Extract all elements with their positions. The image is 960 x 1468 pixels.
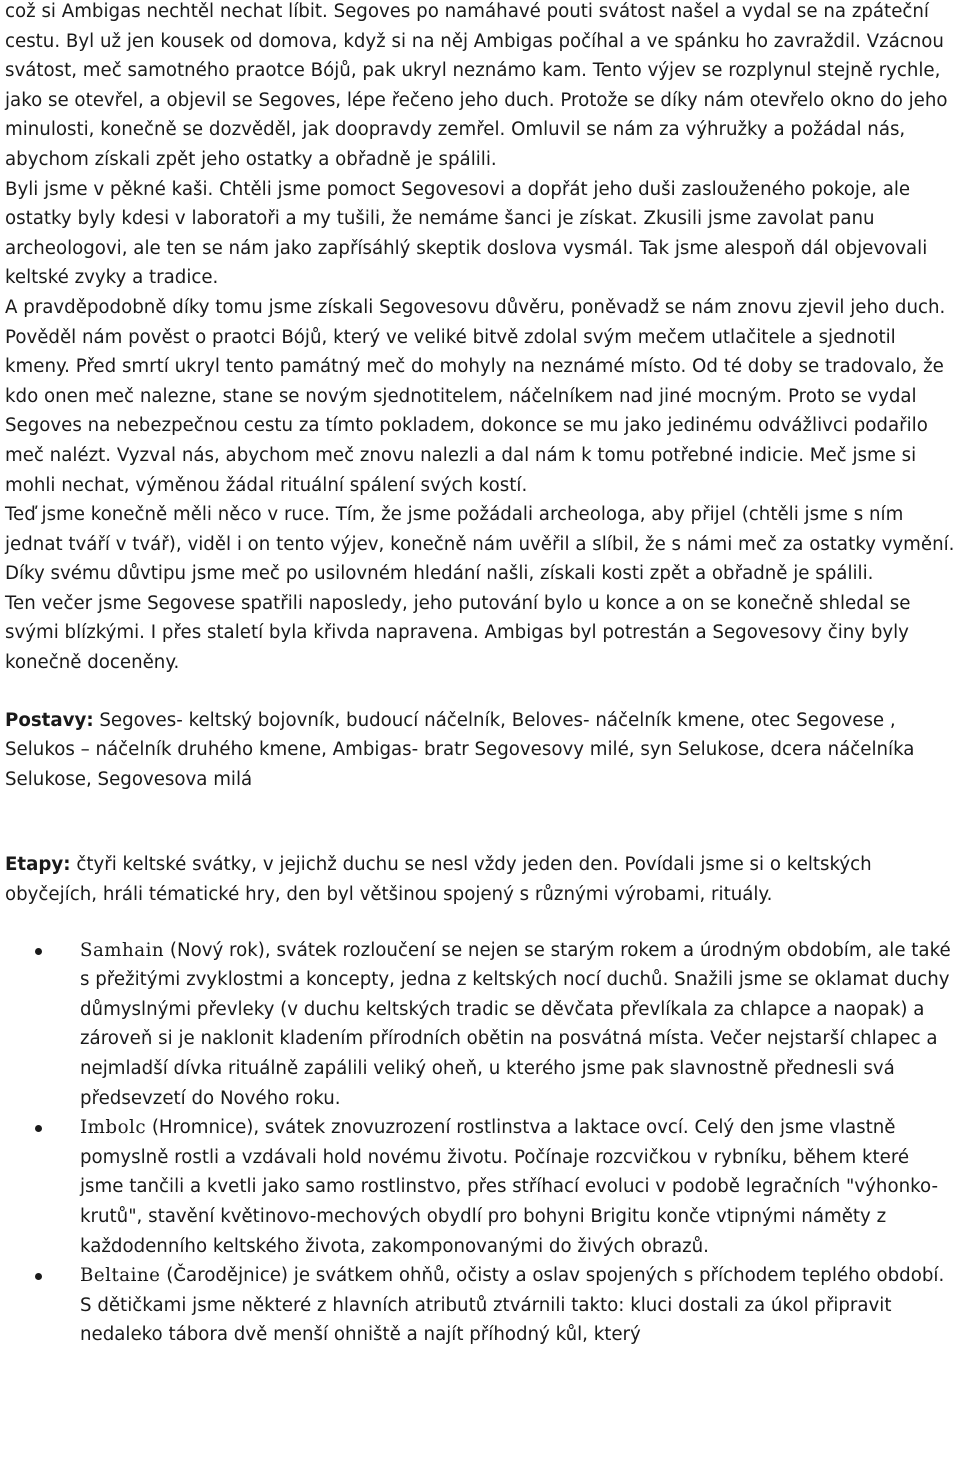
spacer — [5, 794, 955, 850]
characters-label: Postavy: — [5, 709, 94, 731]
stages-section — [5, 850, 955, 909]
festival-text: (Nový rok), svátek rozloučení se nejen se starým rokem a úrodným obdobím, ale také s přežitými zvyklostmi a koncepty, jedna z keltských nocí duchů. Snažili jsme se oklamat duchy důmyslnými převleky (v duchu keltských tradic se děvčata převlíkala za chlapce a naopak) a zároveň si je naklonit kladením přírodních obětin na posvátná místa. Večer nejstarší chlapec a nejmladší dívka rituálně zapálili veliký oheň, u kterého jsme pak slavnostně přednesli svá předsevzetí do Nového roku. — [80, 939, 951, 1109]
characters-text: Segoves- keltský bojovník, budoucí náčelník, Beloves- náčelník kmene, otec Segovese , Selukos – náčelník druhého kmene, Ambigas- bratr Segovesovy milé, syn Selukose, dcera náčelníka Selukose, Segovesova milá — [5, 709, 915, 790]
bullet-icon — [35, 948, 42, 955]
bullet-icon — [35, 1125, 42, 1132]
festival-name: Samhain — [80, 939, 165, 961]
story-paragraph-2: Byli jsme v pěkné kaši. Chtěli jsme pomoct Segovesovi a dopřát jeho duši zaslouženého pokoje, ale ostatky byly kdesi v laboratoři a my tušili, že nemáme šanci je získat. Zkusili jsme zavolat panu archeologovi, ale ten se nám jako zapřísáhlý skeptik doslova vysmál. Tak jsme alespoň dál objevovali keltské zvyky a tradice. — [5, 178, 928, 289]
document-page — [5, 0, 955, 1350]
list-item-samhain — [5, 936, 955, 1114]
story-paragraph-1: což si Ambigas nechtěl nechat líbit. Segoves po namáhavé pouti svátost našel a vydal se na zpáteční cestu. Byl už jen kousek od domova, když si na něj Ambigas počíhal a ve spánku ho zavraždil. Vzácnou svátost, meč samotného praotce Bójů, pak ukryl neznámo kam. Tento výjev se rozplynul stejně rychle, jako se otevřel, a objevil se Segoves, lépe řečeno jeho duch. Protože se díky nám otevřelo okno do jeho minulosti, konečně se dozvěděl, jak doopravdy zemřel. Omluvil se nám za výhružky a požádal nás, abychom získali zpět jeho ostatky a obřadně je spálili. — [5, 1, 948, 170]
spacer — [5, 678, 955, 706]
stages-text: čtyři keltské svátky, v jejichž duchu se nesl vždy jeden den. Povídali jsme si o keltských obyčejích, hráli tématické hry, den byl většinou spojený s různými výrobami, rituály. — [5, 854, 872, 906]
festival-list — [5, 936, 955, 1350]
festival-text: (Čarodějnice) je svátkem ohňů, očisty a oslav spojených s příchodem teplého období. S dětičkami jsme některé z hlavních atributů ztvárnili takto: kluci dostali za úkol připravit nedaleko tábora dvě menší ohniště a najít příhodný kůl, který — [80, 1265, 945, 1346]
festival-name: Beltaine — [80, 1265, 161, 1287]
story-paragraph-5: Ten večer jsme Segovese spatřili naposledy, jeho putování bylo u konce a on se konečně shledal se svými blízkými. I přes staletí byla křivda napravena. Ambigas byl potrestán a Segovesovy činy byly konečně doceněny. — [5, 592, 911, 674]
festival-name: Imbolc — [80, 1117, 147, 1139]
festival-text: (Hromnice), svátek znovuzrození rostlinstva a laktace ovcí. Celý den jsme vlastně pomyslně rostli a vzdávali hold novému životu. Počínaje rozcvičkou v rybníku, během které jsme tančili a kvetli jako samo rostlinstvo, přes stříhací evoluci v podobě legračních "výhonko-krutů", stavění květinovo-mechových obydlí pro bohyni Brigitu konče vtipnými náměty z každodenního keltského života, zakomponovanými do živých obrazů. — [80, 1117, 939, 1257]
stages-label: Etapy: — [5, 854, 71, 876]
story-paragraph-4: Teď jsme konečně měli něco v ruce. Tím, že jsme požádali archeologa, aby přijel (chtěli jsme s ním jednat tváří v tvář), viděl i on tento výjev, konečně nám uvěřil a slíbil, že s námi meč za ostatky vymění. Díky svému důvtipu jsme meč po usilovném hledání našli, získali kosti zpět a obřadně je spálili. — [5, 504, 955, 585]
story-paragraph-3: A pravděpodobně díky tomu jsme získali Segovesovu důvěru, poněvadž se nám znovu zjevil jeho duch. Pověděl nám pověst o praotci Bójů, který ve veliké bitvě zdolal svým mečem utlačitele a sjednotil kmeny. Před smrtí ukryl tento památný meč do mohyly na neznámé místo. Od té doby se tradovalo, že kdo onen meč nalezne, stane se novým sjednotitelem, náčelníkem nad jiné mocným. Proto se vydal Segoves na nebezpečnou cestu za tímto pokladem, dokonce se mu jako jedinému odvážlivci podařilo meč nalézt. Vyzval nás, abychom meč znovu nalezli a dal nám k tomu potřebné indicie. Meč jsme si mohli nechat, výměnou žádal rituální spálení svých kostí. — [5, 296, 946, 496]
list-item-beltaine — [5, 1261, 955, 1350]
list-item-imbolc — [5, 1113, 955, 1261]
bullet-icon — [35, 1273, 42, 1280]
characters-section — [5, 706, 955, 795]
